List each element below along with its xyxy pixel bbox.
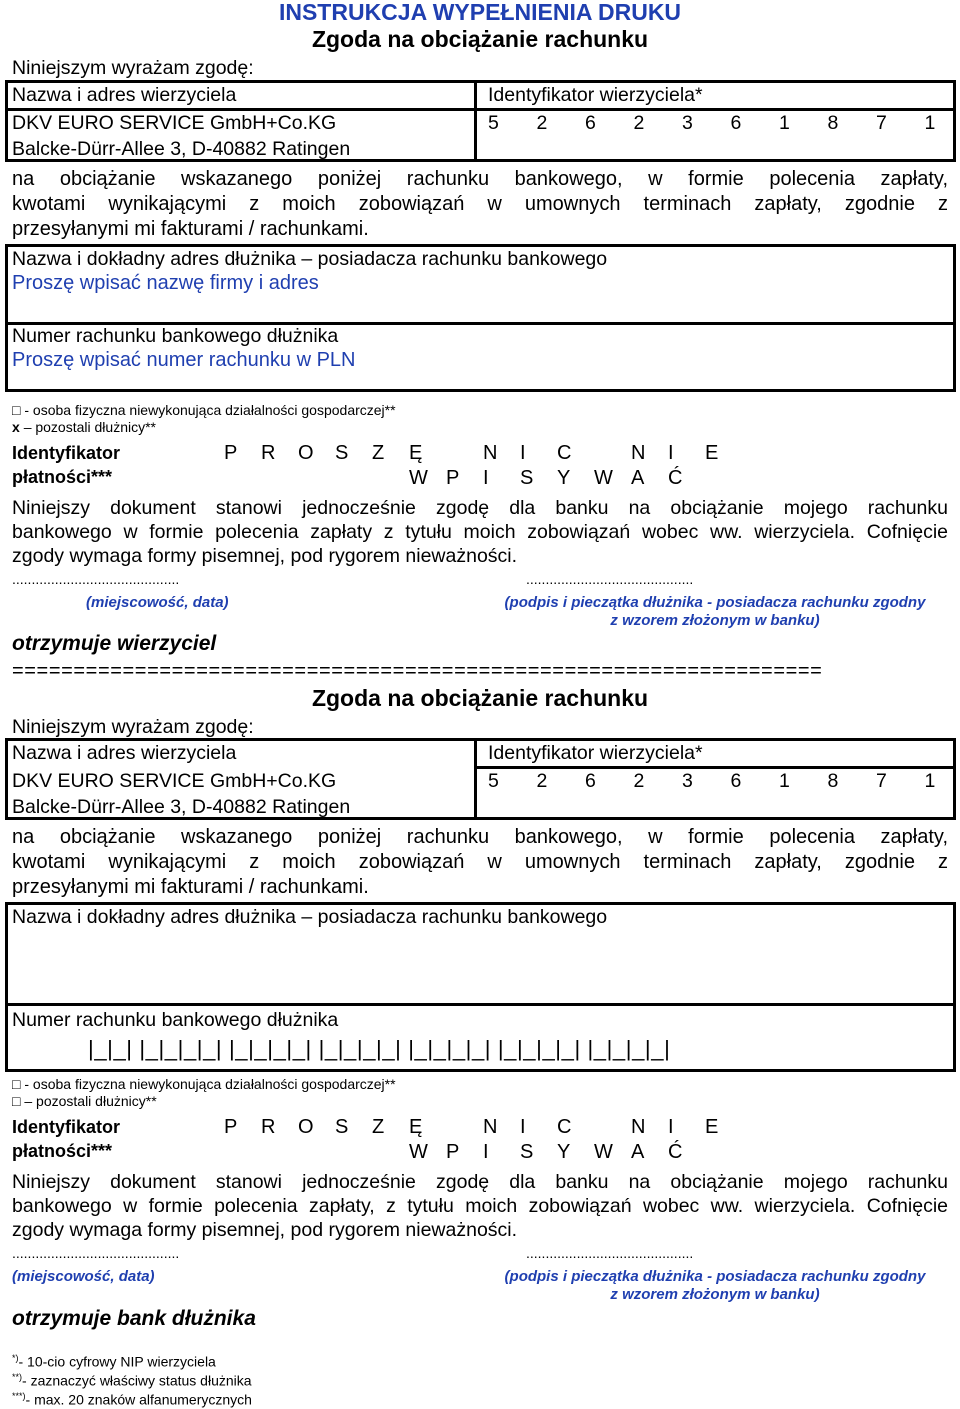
signature-caption-b: (podpis i pieczątka dłużnika - posiadacza rachunku zgodny [504, 1268, 926, 1285]
creditor-label: Nazwa i adres wierzyciela [12, 84, 237, 106]
place-date-caption: (miejscowość, data) [86, 594, 229, 611]
letter: W [594, 467, 613, 489]
letter: Ć [668, 1141, 683, 1163]
creditor-address-2: Balcke-Dürr-Allee 3, D-40882 Ratingen [12, 796, 351, 818]
digit: 2 [536, 770, 548, 792]
letter: W [594, 1141, 613, 1163]
digit: 2 [536, 112, 548, 134]
letter: P [446, 467, 460, 489]
signature-dots[interactable]: ........................................... [526, 571, 694, 587]
digit: 3 [682, 770, 693, 792]
creditor-address: Balcke-Dürr-Allee 3, D-40882 Ratingen [12, 138, 351, 160]
footnote-text: - zaznaczyć właściwy status dłużnika [22, 1372, 252, 1389]
doc-line-1-2: Niniejszy dokument stanowi jednocześnie zgodę dla banku na obciążanie mojego rachunku [12, 1171, 948, 1193]
digit: 8 [827, 770, 839, 792]
doc-line-2: bankowego w formie polecenia zapłaty z tytułu moich zobowiązań wobec ww. wierzyciela. Cofnięcie [12, 521, 948, 543]
digit: 7 [876, 770, 887, 792]
digit: 2 [633, 112, 645, 134]
doc-line-3: zgody wymaga formy pisemnej, pod rygorem nieważności. [12, 545, 518, 567]
account-label: Numer rachunku bankowego dłużnika [12, 325, 339, 347]
letter: R [261, 1116, 276, 1138]
letter: I [520, 442, 526, 464]
creditor-label-2: Nazwa i adres wierzyciela [12, 742, 237, 764]
option-label: – pozostali dłużnicy** [23, 419, 156, 435]
letter: Ć [668, 467, 683, 489]
payment-id-row-2-b [0, 1141, 960, 1165]
debtor-label-2: Nazwa i dokładny adres dłużnika – posiadacza rachunku bankowego [12, 906, 608, 928]
recipient-label: otrzymuje wierzyciel [12, 632, 217, 655]
footnote-2 [12, 1369, 252, 1390]
digit: 1 [779, 770, 790, 792]
body-line-3: przesyłanymi mi fakturami / rachunkami. [12, 218, 369, 240]
payment-id-label: Identyfikator [12, 443, 121, 463]
footnote-mark: **) [12, 1372, 23, 1382]
digit: 1 [779, 112, 790, 134]
doc-line-2-2: bankowego w formie polecenia zapłaty, z tytułu moich zobowiązań wobec ww. wierzyciela. Cofnięcie [12, 1195, 948, 1217]
letter: E [705, 442, 719, 464]
letter: N [631, 1116, 646, 1138]
payment-id-row-1 [0, 442, 960, 466]
letter: Ę [409, 1116, 423, 1138]
account-input[interactable]: Proszę wpisać numer rachunku w PLN [12, 349, 356, 371]
digit: 6 [585, 112, 596, 134]
payment-id-row-1-b [0, 1116, 960, 1140]
letter: I [520, 1116, 526, 1138]
option-label: - osoba fizyczna niewykonująca działalności gospodarczej** [24, 402, 396, 418]
signature-dots-2[interactable]: ........................................... [526, 1245, 694, 1261]
body-line-1: na obciążanie wskazanego poniżej rachunku bankowego, w formie polecenia zapłaty, [12, 168, 948, 190]
body-line-3-2: przesyłanymi mi fakturami / rachunkami. [12, 876, 369, 898]
option-natural-person-2[interactable] [12, 1076, 396, 1093]
footnote-1 [12, 1350, 216, 1371]
letter: P [446, 1141, 460, 1163]
digit: 1 [924, 770, 936, 792]
signature-caption-2: z wzorem złożonym w banku) [610, 612, 820, 629]
checkbox-icon[interactable]: □ [12, 402, 21, 418]
cut-separator: ================================================================== [12, 660, 823, 682]
letter: Z [372, 442, 385, 464]
letter: E [705, 1116, 719, 1138]
payment-id-label-2: płatności*** [12, 467, 113, 487]
letter: O [298, 1116, 314, 1138]
account-input-2[interactable]: |_|_| |_|_|_|_| |_|_|_|_| |_|_|_|_| |_|_|_|_| |_|_|_|_| |_|_|_|_| [88, 1036, 671, 1061]
debtor-label: Nazwa i dokładny adres dłużnika – posiadacza rachunku bankowego [12, 248, 608, 270]
account-label-2: Numer rachunku bankowego dłużnika [12, 1009, 339, 1031]
letter: N [483, 442, 498, 464]
footnote-mark: ***) [12, 1391, 26, 1401]
option-other-debtors[interactable] [12, 419, 156, 436]
place-date-caption-2: (miejscowość, data) [12, 1268, 155, 1285]
letter: R [261, 442, 276, 464]
payment-id-row-2 [0, 467, 960, 491]
checkbox-icon[interactable]: □ [12, 1076, 21, 1092]
digit: 6 [730, 770, 742, 792]
place-date-dots-2[interactable]: ........................................... [12, 1245, 180, 1261]
letter: A [631, 1141, 645, 1163]
signature-caption: (podpis i pieczątka dłużnika - posiadacza rachunku zgodny [504, 594, 926, 611]
creditor-id-digits-2 [488, 770, 960, 792]
creditor-name-2: DKV EURO SERVICE GmbH+Co.KG [12, 770, 337, 792]
instruction-title: INSTRUKCJA WYPEŁNIENIA DRUKU [278, 0, 682, 25]
consent-text: Niniejszym wyrażam zgodę: [12, 57, 254, 79]
letter: O [298, 442, 314, 464]
digit: 5 [488, 112, 499, 134]
letter: N [631, 442, 646, 464]
letter: C [557, 442, 572, 464]
option-label: - osoba fizyczna niewykonująca działalności gospodarczej** [24, 1076, 396, 1092]
option-natural-person[interactable] [12, 402, 396, 419]
letter: S [520, 1141, 534, 1163]
digit: 7 [876, 112, 887, 134]
doc-line-1: Niniejszy dokument stanowi jednocześnie zgodę dla banku na obciążanie mojego rachunku [12, 497, 948, 519]
recipient-label-2: otrzymuje bank dłużnika [12, 1307, 256, 1330]
doc-line-3-2: zgody wymaga formy pisemnej, pod rygorem nieważności. [12, 1219, 518, 1241]
letter: P [224, 442, 238, 464]
digit: 2 [633, 770, 645, 792]
letter: Y [557, 1141, 571, 1163]
creditor-name: DKV EURO SERVICE GmbH+Co.KG [12, 112, 337, 134]
payment-id-label-b-2: płatności*** [12, 1141, 113, 1161]
option-other-debtors-2[interactable] [12, 1093, 157, 1110]
payment-id-label-b: Identyfikator [12, 1117, 121, 1137]
debtor-input-2[interactable] [12, 930, 942, 996]
checkbox-icon[interactable]: □ [12, 1093, 21, 1109]
creditor-id-label: Identyfikator wierzyciela* [488, 84, 703, 106]
body-line-2: kwotami wynikającymi z moich zobowiązań w umownych terminach zapłaty, zgodnie z [12, 193, 948, 215]
letter: S [335, 1116, 349, 1138]
letter: S [520, 467, 534, 489]
letter: W [409, 1141, 428, 1163]
debtor-input[interactable]: Proszę wpisać nazwę firmy i adres [12, 272, 319, 294]
letter: I [668, 1116, 674, 1138]
body-line-1-2: na obciążanie wskazanego poniżej rachunku bankowego, w formie polecenia zapłaty, [12, 826, 948, 848]
option-label: – pozostali dłużnicy** [24, 1093, 157, 1109]
footnote-mark: *) [12, 1353, 19, 1363]
footnote-3 [12, 1388, 252, 1409]
consent-text-2: Niniejszym wyrażam zgodę: [12, 716, 254, 738]
digit: 1 [924, 112, 936, 134]
signature-caption-b-2: z wzorem złożonym w banku) [610, 1286, 820, 1303]
letter: C [557, 1116, 572, 1138]
letter: Z [372, 1116, 385, 1138]
letter: W [409, 467, 428, 489]
form-2-title: Zgoda na obciążanie rachunku [311, 685, 649, 711]
letter: S [335, 442, 349, 464]
creditor-id-label-2: Identyfikator wierzyciela* [488, 742, 703, 764]
body-line-2-2: kwotami wynikającymi z moich zobowiązań w umownych terminach zapłaty, zgodnie z [12, 851, 948, 873]
letter: P [224, 1116, 238, 1138]
checkbox-checked-icon[interactable]: x [12, 419, 20, 435]
footnote-text: - 10-cio cyfrowy NIP wierzyciela [18, 1353, 216, 1370]
digit: 6 [730, 112, 742, 134]
place-date-dots[interactable]: ........................................... [12, 571, 180, 587]
letter: N [483, 1116, 498, 1138]
footnote-text: - max. 20 znaków alfanumerycznych [25, 1391, 252, 1408]
digit: 6 [585, 770, 596, 792]
digit: 8 [827, 112, 839, 134]
letter: Ę [409, 442, 423, 464]
letter: Y [557, 467, 571, 489]
digit: 3 [682, 112, 693, 134]
letter: I [483, 1141, 489, 1163]
letter: I [668, 442, 674, 464]
creditor-id-digits [488, 112, 960, 134]
digit: 5 [488, 770, 499, 792]
letter: I [483, 467, 489, 489]
form-title: Zgoda na obciążanie rachunku [311, 26, 649, 52]
letter: A [631, 467, 645, 489]
